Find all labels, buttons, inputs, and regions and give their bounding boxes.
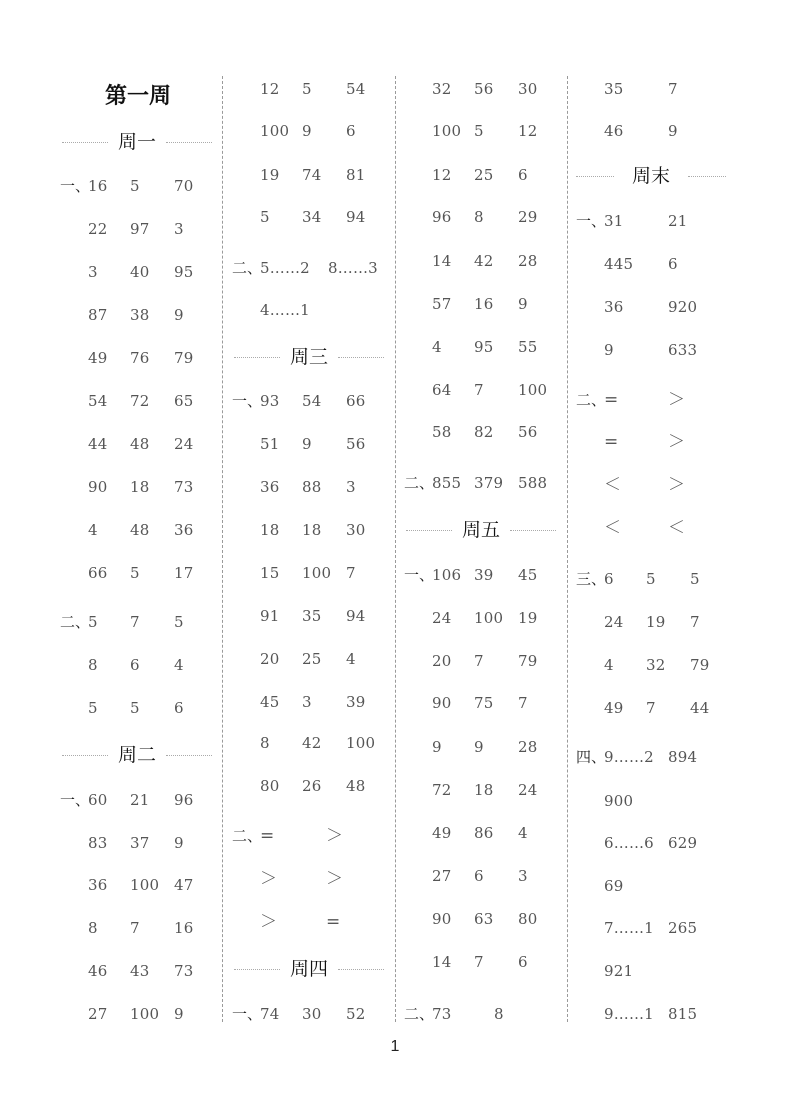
answer-value: 27 (88, 1005, 108, 1023)
answer-value: 5 (646, 570, 656, 588)
problem-label: 二、 (232, 827, 263, 845)
problem-label: 二、 (60, 613, 91, 631)
comparison-symbol: ＜ (604, 518, 621, 538)
answer-value: 90 (432, 910, 452, 928)
column-divider-1 (222, 76, 223, 1022)
answer-value: 3 (518, 867, 528, 885)
answer-value: 9 (174, 1005, 184, 1023)
answer-value: 6 (474, 867, 484, 885)
answer-value: 19 (646, 613, 666, 631)
day-heading-text: 周五 (461, 519, 500, 541)
answer-value: 45 (260, 693, 280, 711)
answer-value: 8 (494, 1005, 504, 1023)
answer-value: 3 (88, 263, 98, 281)
answer-value: 5 (174, 613, 184, 631)
answer-value: 9 (668, 122, 678, 140)
answer-value: 39 (474, 566, 494, 584)
dotted-rule (166, 755, 212, 756)
answer-value: 57 (432, 295, 452, 313)
answer-value: 9……1 (604, 1005, 654, 1023)
answer-value: 22 (88, 220, 108, 238)
comparison-symbol: ＞ (668, 475, 685, 495)
comparison-symbol: = (604, 390, 619, 410)
answer-value: 6 (518, 166, 528, 184)
answer-value: 35 (302, 607, 322, 625)
answer-value: 20 (432, 652, 452, 670)
answer-value: 42 (474, 252, 494, 270)
answer-value: 106 (432, 566, 462, 584)
answer-value: 100 (260, 122, 290, 140)
dotted-rule (234, 969, 280, 970)
day-heading (62, 127, 212, 157)
answer-value: 90 (88, 478, 108, 496)
answer-value: 69 (604, 877, 624, 895)
day-heading (234, 954, 384, 984)
answer-value: 14 (432, 953, 452, 971)
day-heading (62, 740, 212, 770)
answer-value: 3 (174, 220, 184, 238)
answer-value: 30 (302, 1005, 322, 1023)
dotted-rule (510, 530, 556, 531)
answer-value: 66 (346, 392, 366, 410)
answer-value: 894 (668, 748, 698, 766)
answer-value: 100 (518, 381, 548, 399)
answer-value: 3 (302, 693, 312, 711)
dotted-rule (576, 176, 614, 177)
day-heading-text: 周四 (289, 958, 328, 980)
answer-value: 30 (518, 80, 538, 98)
answer-value: 56 (474, 80, 494, 98)
answer-value: 65 (174, 392, 194, 410)
answer-value: 5 (130, 699, 140, 717)
answer-value: 25 (474, 166, 494, 184)
answer-value: 5 (130, 564, 140, 582)
problem-label: 一、 (576, 212, 607, 230)
answer-value: 4 (432, 338, 442, 356)
problem-label: 三、 (576, 570, 607, 588)
answer-value: 95 (474, 338, 494, 356)
answer-value: 5……2 (260, 259, 310, 277)
column-divider-3 (567, 76, 568, 1022)
answer-value: 32 (646, 656, 666, 674)
answer-value: 79 (518, 652, 538, 670)
answer-value: 8 (260, 734, 270, 752)
answer-value: 24 (432, 609, 452, 627)
answer-value: 20 (260, 650, 280, 668)
answer-value: 48 (130, 521, 150, 539)
answer-value: 9 (518, 295, 528, 313)
answer-value: 18 (474, 781, 494, 799)
dotted-rule (234, 357, 280, 358)
answer-value: 75 (474, 694, 494, 712)
comparison-symbol: ＞ (326, 826, 343, 846)
answer-value: 3 (346, 478, 356, 496)
answer-value: 19 (260, 166, 280, 184)
answer-value: 48 (346, 777, 366, 795)
answer-value: 96 (174, 791, 194, 809)
answer-value: 4 (518, 824, 528, 842)
answer-value: 55 (518, 338, 538, 356)
answer-value: 52 (346, 1005, 366, 1023)
column-divider-2 (395, 76, 396, 1022)
answer-value: 16 (474, 295, 494, 313)
answer-value: 7 (668, 80, 678, 98)
answer-value: 9 (174, 834, 184, 852)
problem-label: 四、 (576, 748, 607, 766)
answer-value: 74 (260, 1005, 280, 1023)
answer-value: 25 (302, 650, 322, 668)
answer-value: 91 (260, 607, 280, 625)
answer-value: 46 (88, 962, 108, 980)
comparison-symbol: ＜ (668, 518, 685, 538)
answer-value: 24 (604, 613, 624, 631)
answer-value: 16 (174, 919, 194, 937)
answer-value: 921 (604, 962, 634, 980)
answer-value: 7……1 (604, 919, 654, 937)
day-heading (234, 342, 384, 372)
dotted-rule (406, 530, 452, 531)
answer-value: 6 (668, 255, 678, 273)
answer-value: 47 (174, 876, 194, 894)
answer-value: 28 (518, 252, 538, 270)
answer-value: 629 (668, 834, 698, 852)
problem-label: 一、 (60, 791, 91, 809)
answer-value: 8 (88, 919, 98, 937)
answer-value: 97 (130, 220, 150, 238)
dotted-rule (338, 357, 384, 358)
answer-value: 4 (88, 521, 98, 539)
answer-value: 44 (88, 435, 108, 453)
answer-value: 15 (260, 564, 280, 582)
answer-value: 87 (88, 306, 108, 324)
answer-value: 36 (604, 298, 624, 316)
answer-value: 88 (302, 478, 322, 496)
problem-label: 一、 (232, 392, 263, 410)
answer-value: 7 (690, 613, 700, 631)
week-title: 第一周 (105, 84, 172, 109)
answer-value: 815 (668, 1005, 698, 1023)
answer-value: 94 (346, 607, 366, 625)
answer-value: 36 (260, 478, 280, 496)
comparison-symbol: ＞ (260, 869, 277, 889)
answer-value: 9 (604, 341, 614, 359)
answer-value: 95 (174, 263, 194, 281)
answer-value: 6 (174, 699, 184, 717)
answer-value: 51 (260, 435, 280, 453)
answer-value: 43 (130, 962, 150, 980)
problem-label: 一、 (232, 1005, 263, 1023)
comparison-symbol: = (260, 826, 275, 846)
answer-value: 93 (260, 392, 280, 410)
comparison-symbol: ＜ (604, 475, 621, 495)
answer-value: 73 (174, 478, 194, 496)
answer-value: 36 (88, 876, 108, 894)
answer-value: 49 (432, 824, 452, 842)
dotted-rule (166, 142, 212, 143)
problem-label: 二、 (232, 259, 263, 277)
answer-value: 26 (302, 777, 322, 795)
dotted-rule (688, 176, 726, 177)
answer-value: 9 (302, 122, 312, 140)
answer-value: 38 (130, 306, 150, 324)
answer-value: 100 (130, 1005, 160, 1023)
answer-value: 100 (474, 609, 504, 627)
comparison-symbol: = (326, 912, 341, 932)
answer-value: 79 (174, 349, 194, 367)
answer-value: 60 (88, 791, 108, 809)
answer-value: 48 (130, 435, 150, 453)
answer-value: 42 (302, 734, 322, 752)
problem-label: 一、 (60, 177, 91, 195)
answer-value: 18 (302, 521, 322, 539)
answer-value: 7 (130, 613, 140, 631)
page-number: 1 (390, 1038, 400, 1055)
problem-label: 一、 (404, 566, 435, 584)
answer-value: 7 (646, 699, 656, 717)
answer-value: 900 (604, 792, 634, 810)
answer-value: 8 (474, 208, 484, 226)
comparison-symbol: ＞ (668, 390, 685, 410)
answer-value: 30 (346, 521, 366, 539)
answer-value: 9 (302, 435, 312, 453)
answer-value: 66 (88, 564, 108, 582)
answer-value: 5 (302, 80, 312, 98)
answer-value: 7 (474, 652, 484, 670)
answer-value: 45 (518, 566, 538, 584)
answer-value: 5 (88, 613, 98, 631)
answer-value: 36 (174, 521, 194, 539)
answer-value: 12 (260, 80, 280, 98)
answer-value: 7 (130, 919, 140, 937)
day-heading (576, 161, 726, 191)
answer-value: 72 (432, 781, 452, 799)
answer-value: 9 (174, 306, 184, 324)
answer-value: 8 (88, 656, 98, 674)
answer-value: 4 (346, 650, 356, 668)
answer-value: 633 (668, 341, 698, 359)
answer-value: 9 (474, 738, 484, 756)
answer-value: 58 (432, 423, 452, 441)
answer-value: 100 (346, 734, 376, 752)
answer-value: 37 (130, 834, 150, 852)
answer-value: 90 (432, 694, 452, 712)
answer-value: 54 (88, 392, 108, 410)
day-heading (406, 515, 556, 545)
answer-value: 76 (130, 349, 150, 367)
answer-value: 35 (604, 80, 624, 98)
answer-value: 445 (604, 255, 634, 273)
answer-value: 14 (432, 252, 452, 270)
answer-value: 39 (346, 693, 366, 711)
answer-value: 4……1 (260, 301, 310, 319)
answer-value: 56 (346, 435, 366, 453)
answer-value: 54 (346, 80, 366, 98)
answer-value: 27 (432, 867, 452, 885)
answer-value: 73 (174, 962, 194, 980)
day-heading-text: 周末 (631, 165, 670, 187)
answer-value: 54 (302, 392, 322, 410)
answer-value: 6 (518, 953, 528, 971)
answer-value: 21 (130, 791, 150, 809)
answer-value: 855 (432, 474, 462, 492)
answer-value: 5 (88, 699, 98, 717)
answer-value: 7 (474, 953, 484, 971)
answer-value: 40 (130, 263, 150, 281)
answer-value: 24 (174, 435, 194, 453)
answer-value: 12 (518, 122, 538, 140)
answer-value: 18 (130, 478, 150, 496)
problem-label: 二、 (404, 474, 435, 492)
answer-value: 8……3 (328, 259, 378, 277)
answer-value: 83 (88, 834, 108, 852)
answer-value: 94 (346, 208, 366, 226)
answer-value: 6 (130, 656, 140, 674)
answer-value: 4 (174, 656, 184, 674)
answer-value: 4 (604, 656, 614, 674)
answer-value: 16 (88, 177, 108, 195)
answer-value: 72 (130, 392, 150, 410)
answer-value: 81 (346, 166, 366, 184)
answer-value: 96 (432, 208, 452, 226)
problem-label: 二、 (576, 391, 607, 409)
answer-value: 5 (130, 177, 140, 195)
day-heading-text: 周三 (289, 346, 328, 368)
answer-value: 9……2 (604, 748, 654, 766)
day-heading-text: 周一 (117, 131, 156, 153)
answer-value: 12 (432, 166, 452, 184)
answer-value: 86 (474, 824, 494, 842)
answer-value: 7 (346, 564, 356, 582)
answer-value: 100 (302, 564, 332, 582)
answer-value: 5 (474, 122, 484, 140)
answer-value: 24 (518, 781, 538, 799)
answer-value: 34 (302, 208, 322, 226)
answer-value: 82 (474, 423, 494, 441)
answer-value: 19 (518, 609, 538, 627)
answer-value: 6 (346, 122, 356, 140)
answer-value: 46 (604, 122, 624, 140)
answer-value: 49 (604, 699, 624, 717)
answer-value: 100 (432, 122, 462, 140)
answer-value: 18 (260, 521, 280, 539)
answer-value: 56 (518, 423, 538, 441)
comparison-symbol: ＞ (668, 432, 685, 452)
answer-value: 6……6 (604, 834, 654, 852)
answer-value: 63 (474, 910, 494, 928)
answer-value: 32 (432, 80, 452, 98)
answer-value: 73 (432, 1005, 452, 1023)
comparison-symbol: = (604, 432, 619, 452)
answer-value: 7 (474, 381, 484, 399)
answer-value: 100 (130, 876, 160, 894)
comparison-symbol: ＞ (326, 869, 343, 889)
answer-value: 588 (518, 474, 548, 492)
answer-value: 920 (668, 298, 698, 316)
dotted-rule (62, 142, 108, 143)
answer-value: 79 (690, 656, 710, 674)
answer-value: 49 (88, 349, 108, 367)
dotted-rule (338, 969, 384, 970)
answer-value: 29 (518, 208, 538, 226)
answer-value: 379 (474, 474, 504, 492)
dotted-rule (62, 755, 108, 756)
answer-value: 31 (604, 212, 624, 230)
answer-value: 9 (432, 738, 442, 756)
answer-value: 21 (668, 212, 688, 230)
answer-value: 44 (690, 699, 710, 717)
answer-value: 28 (518, 738, 538, 756)
answer-value: 6 (604, 570, 614, 588)
day-heading-text: 周二 (117, 744, 156, 766)
answer-value: 7 (518, 694, 528, 712)
answer-value: 17 (174, 564, 194, 582)
comparison-symbol: ＞ (260, 912, 277, 932)
answer-value: 74 (302, 166, 322, 184)
problem-label: 二、 (404, 1005, 435, 1023)
answer-value: 80 (260, 777, 280, 795)
answer-value: 80 (518, 910, 538, 928)
answer-value: 265 (668, 919, 698, 937)
answer-value: 5 (260, 208, 270, 226)
answer-value: 64 (432, 381, 452, 399)
answer-value: 70 (174, 177, 194, 195)
answer-value: 5 (690, 570, 700, 588)
